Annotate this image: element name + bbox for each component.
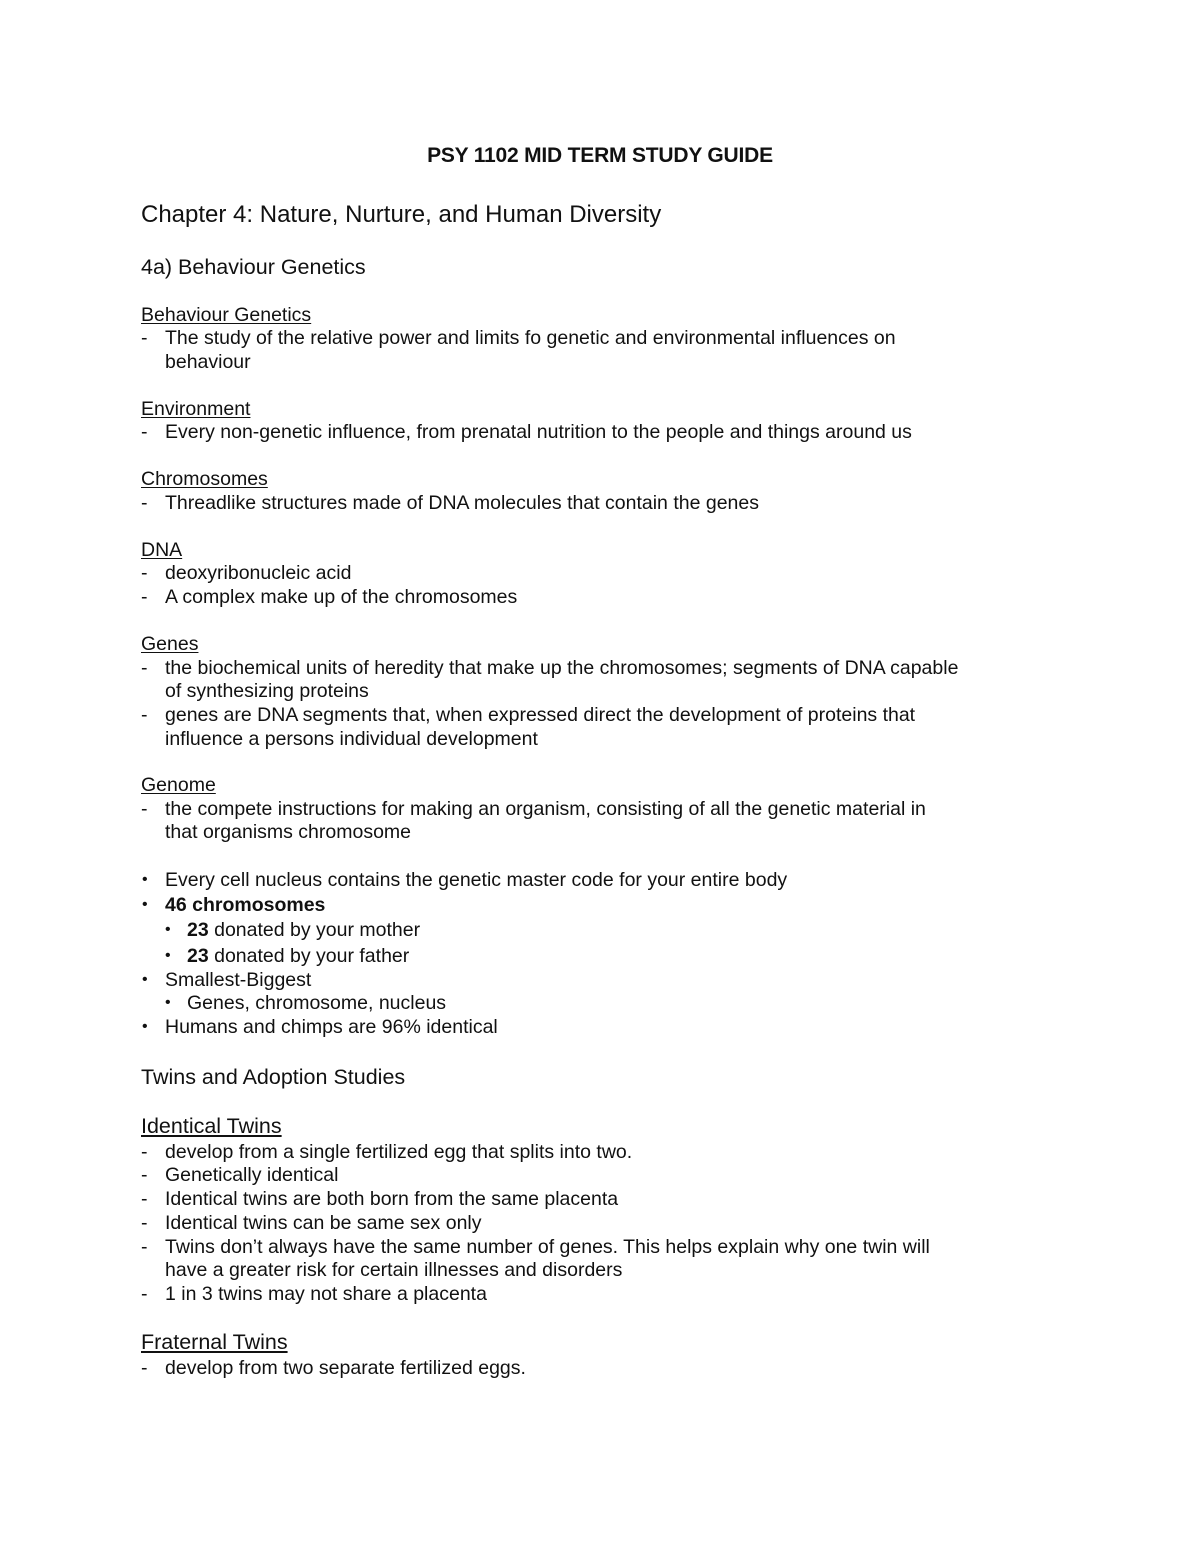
dash-marker: -: [141, 1283, 148, 1305]
bullet-subitem: Genes, chromosome, nucleus: [187, 992, 447, 1014]
term-environment: Environment: [141, 398, 251, 420]
definition-line: the biochemical units of heredity that make up the chromosomes; segments of DNA capable: [165, 657, 959, 679]
dash-marker: -: [141, 421, 148, 443]
bullet-marker: •: [142, 1018, 148, 1035]
bullet-item: 46 chromosomes: [165, 894, 326, 916]
dash-marker: -: [141, 1236, 148, 1258]
definition-line: The study of the relative power and limits fo genetic and environmental influences on: [165, 327, 896, 349]
bullet-marker: •: [165, 947, 171, 964]
dash-marker: -: [141, 327, 148, 349]
term-fraternal-twins: Fraternal Twins: [141, 1330, 288, 1354]
definition-line: Every non-genetic influence, from prenatal nutrition to the people and things around us: [165, 421, 912, 443]
definition-line: 1 in 3 twins may not share a placenta: [165, 1283, 487, 1305]
definition-line: behaviour: [165, 351, 251, 373]
definition-line: Threadlike structures made of DNA molecules that contain the genes: [165, 492, 759, 514]
definition-line: influence a persons individual development: [165, 728, 538, 750]
definition-line: develop from two separate fertilized eggs.: [165, 1357, 526, 1379]
definition-line: Genetically identical: [165, 1164, 339, 1186]
dash-marker: -: [141, 1164, 148, 1186]
term-genes: Genes: [141, 633, 199, 655]
bullet-item: Every cell nucleus contains the genetic master code for your entire body: [165, 869, 788, 891]
dash-marker: -: [141, 704, 148, 726]
definition-line: develop from a single fertilized egg that splits into two.: [165, 1141, 633, 1163]
dash-marker: -: [141, 1357, 148, 1379]
dash-marker: -: [141, 798, 148, 820]
definition-line: deoxyribonucleic acid: [165, 562, 352, 584]
bullet-marker: •: [165, 994, 171, 1011]
bullet-subitem: [187, 944, 409, 968]
bullet-item: Humans and chimps are 96% identical: [165, 1016, 498, 1038]
count-number: 23: [187, 945, 209, 967]
dash-marker: -: [141, 492, 148, 514]
definition-line: the compete instructions for making an organism, consisting of all the genetic material in: [165, 798, 926, 820]
dash-marker: -: [141, 1141, 148, 1163]
definition-line: Identical twins can be same sex only: [165, 1212, 482, 1234]
dash-marker: -: [141, 1188, 148, 1210]
count-number: 23: [187, 919, 209, 941]
bullet-subitem-text: donated by your mother: [208, 919, 421, 941]
bullet-subitem: [187, 918, 420, 942]
bullet-item: Smallest-Biggest: [165, 969, 312, 991]
dash-marker: -: [141, 562, 148, 584]
term-genome: Genome: [141, 774, 216, 796]
bullet-marker: •: [142, 896, 148, 913]
section-heading: Twins and Adoption Studies: [141, 1065, 406, 1089]
bullet-marker: •: [142, 971, 148, 988]
dash-marker: -: [141, 1212, 148, 1234]
chapter-heading: Chapter 4: Nature, Nurture, and Human Diversity: [141, 201, 662, 228]
bullet-marker: •: [165, 921, 171, 938]
dash-marker: -: [141, 657, 148, 679]
term-behaviour-genetics: Behaviour Genetics: [141, 304, 312, 326]
term-chromosomes: Chromosomes: [141, 468, 268, 490]
definition-line: genes are DNA segments that, when expressed direct the development of proteins that: [165, 704, 916, 726]
bullet-subitem-text: donated by your father: [208, 945, 410, 967]
dash-marker: -: [141, 586, 148, 608]
term-dna: DNA: [141, 539, 183, 561]
definition-line: A complex make up of the chromosomes: [165, 586, 518, 608]
term-identical-twins: Identical Twins: [141, 1114, 282, 1138]
definition-line: Twins don’t always have the same number of genes. This helps explain why one twin will: [165, 1236, 930, 1258]
subsection-heading: 4a) Behaviour Genetics: [141, 255, 366, 279]
definition-line: that organisms chromosome: [165, 821, 412, 843]
definition-line: of synthesizing proteins: [165, 680, 369, 702]
bullet-marker: •: [142, 871, 148, 888]
definition-line: Identical twins are both born from the same placenta: [165, 1188, 619, 1210]
document-title: PSY 1102 MID TERM STUDY GUIDE: [427, 144, 773, 167]
definition-line: have a greater risk for certain illnesses and disorders: [165, 1259, 623, 1281]
